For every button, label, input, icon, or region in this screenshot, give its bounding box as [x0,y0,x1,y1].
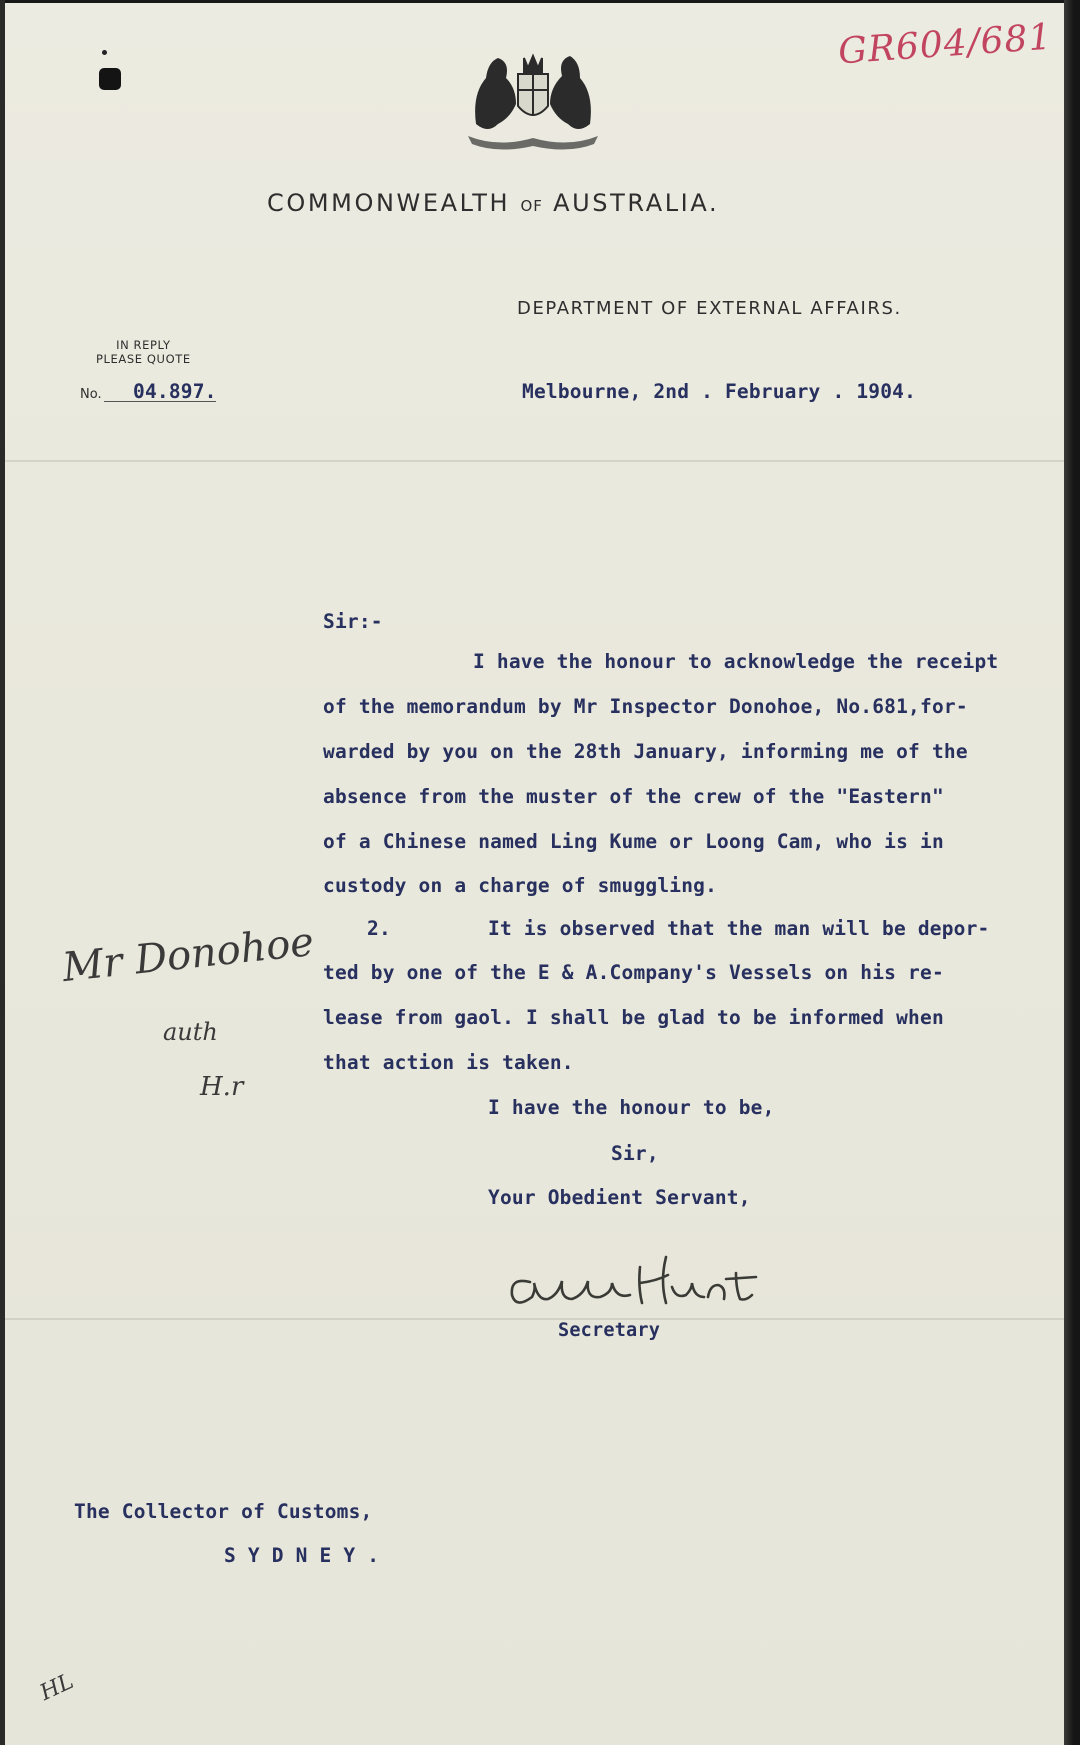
fold-line [5,1318,1064,1320]
closing-line: Your Obedient Servant, [488,1186,751,1209]
body-line: lease from gaol. I shall be glad to be informed when [323,1006,944,1029]
corner-initials: HL [36,1669,78,1706]
archive-stamp: GR604/681 [836,16,1054,73]
signatory-title: Secretary [558,1320,661,1341]
letterhead-department: DEPARTMENT OF EXTERNAL AFFAIRS. [517,298,902,319]
letterhead-country: COMMONWEALTH OF AUSTRALIA. [267,189,720,217]
closing-line: Sir, [611,1142,659,1165]
body-line: of the memorandum by Mr Inspector Donohoe, No.681,for- [323,695,968,718]
body-line: that action is taken. [323,1051,574,1074]
scan-edge-top [0,0,1080,3]
body-line: warded by you on the 28th January, informing me of the [323,740,968,763]
scan-edge-left [0,0,5,1745]
salutation: Sir:- [323,610,383,633]
reference-label: No. [80,387,102,402]
body-line: It is observed that the man will be depor- [488,917,990,940]
body-line: absence from the muster of the crew of the "Eastern" [323,785,944,808]
reply-instruction: IN REPLY PLEASE QUOTE [96,338,191,366]
fold-line [5,460,1064,462]
scan-edge-right [1064,0,1080,1745]
punch-mark [102,50,107,55]
marginal-note: H.r [200,1072,244,1102]
handwritten-signature [500,1237,800,1317]
body-line: I have the honour to acknowledge the receipt [473,650,999,673]
coat-of-arms-icon [458,44,608,152]
body-line: custody on a charge of smuggling. [323,874,718,897]
closing-line: I have the honour to be, [488,1096,775,1119]
paragraph-number: 2. [367,917,391,940]
punch-hole [99,68,121,90]
body-line: ted by one of the E & A.Company's Vessels on his re- [323,961,944,984]
addressee-line: The Collector of Customs, [74,1500,373,1523]
marginal-note: Mr Donohoe [60,918,317,992]
body-line: of a Chinese named Ling Kume or Loong Cam, who is in [323,830,944,853]
reference-number: 04.897. [133,380,217,403]
addressee-city: S Y D N E Y . [224,1544,380,1567]
marginal-note: auth [163,1018,218,1046]
dateline: Melbourne, 2nd . February . 1904. [522,380,917,403]
